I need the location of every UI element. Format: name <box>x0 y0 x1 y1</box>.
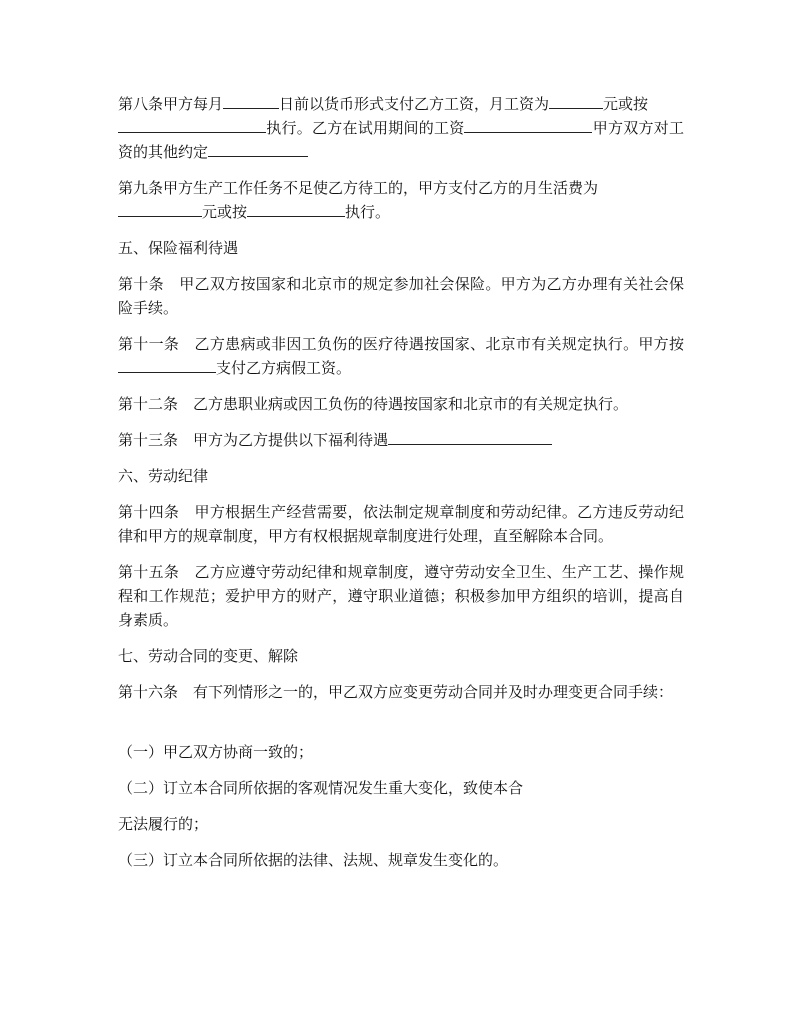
article-8-text-4: 执行。乙方在试用期间的工资 <box>266 119 465 137</box>
article-8-text-1: 第八条甲方每月 <box>118 95 224 113</box>
section-6-heading: 六、劳动纪律 <box>118 467 209 485</box>
article-16-item-3: （三）订立本合同所依据的法律、法规、规章发生变化的。 <box>118 851 509 869</box>
blank-probation-wage <box>464 118 592 133</box>
section-5-heading: 五、保险福利待遇 <box>118 239 239 257</box>
article-8-text-3: 元或按 <box>603 95 649 113</box>
article-16-item-1: （一）甲乙双方协商一致的； <box>118 743 314 761</box>
blank-monthly-wage <box>549 94 603 109</box>
article-12: 第十二条 乙方患职业病或因工负伤的待遇按国家和北京市的有关规定执行。 <box>118 395 629 413</box>
article-13-text-1: 第十三条 甲方为乙方提供以下福利待遇 <box>118 431 389 449</box>
blank-wage-basis <box>118 118 266 133</box>
article-10: 第十条 甲乙双方按国家和北京市的规定参加社会保险。甲方为乙方办理有关社会保险手续。 <box>118 275 684 317</box>
article-14: 第十四条 甲方根据生产经营需要，依法制定规章制度和劳动纪律。乙方违反劳动纪律和甲方的规章制度，甲方有权根据规章制度进行处理，直至解除本合同。 <box>118 503 684 545</box>
article-8-text-5: 甲方双方对工资的其他约定 <box>118 119 684 161</box>
article-16-item-2-line-2: 无法履行的； <box>118 815 209 833</box>
blank-welfare <box>388 430 552 445</box>
blank-day <box>223 94 279 109</box>
article-16-item-2-line-1: （二）订立本合同所依据的客观情况发生重大变化，致使本合 <box>118 779 524 797</box>
article-9 <box>118 176 684 224</box>
blank-sick-pay-basis <box>118 358 216 373</box>
article-11-text-1: 第十一条 乙方患病或非因工负伤的医疗待遇按国家、北京市有关规定执行。甲方按 <box>118 335 684 353</box>
blank-living-allowance <box>118 202 202 217</box>
article-8 <box>118 92 684 164</box>
blank-allowance-basis <box>247 202 345 217</box>
section-7-heading: 七、劳动合同的变更、解除 <box>118 647 299 665</box>
article-13 <box>118 428 684 452</box>
article-15: 第十五条 乙方应遵守劳动纪律和规章制度，遵守劳动安全卫生、生产工艺、操作规程和工作规范；爱护甲方的财产，遵守职业道德；积极参加甲方组织的培训，提高自身素质。 <box>118 563 684 629</box>
article-9-text-3: 执行。 <box>345 203 391 221</box>
article-11 <box>118 332 684 380</box>
article-8-text-2: 日前以货币形式支付乙方工资，月工资为 <box>279 95 550 113</box>
blank-other-wage-terms <box>208 142 308 157</box>
article-9-text-1: 第九条甲方生产工作任务不足使乙方待工的，甲方支付乙方的月生活费为 <box>118 179 599 197</box>
article-11-text-2: 支付乙方病假工资。 <box>216 359 352 377</box>
article-16: 第十六条 有下列情形之一的，甲乙双方应变更劳动合同并及时办理变更合同手续： <box>118 683 674 701</box>
article-9-text-2: 元或按 <box>202 203 248 221</box>
